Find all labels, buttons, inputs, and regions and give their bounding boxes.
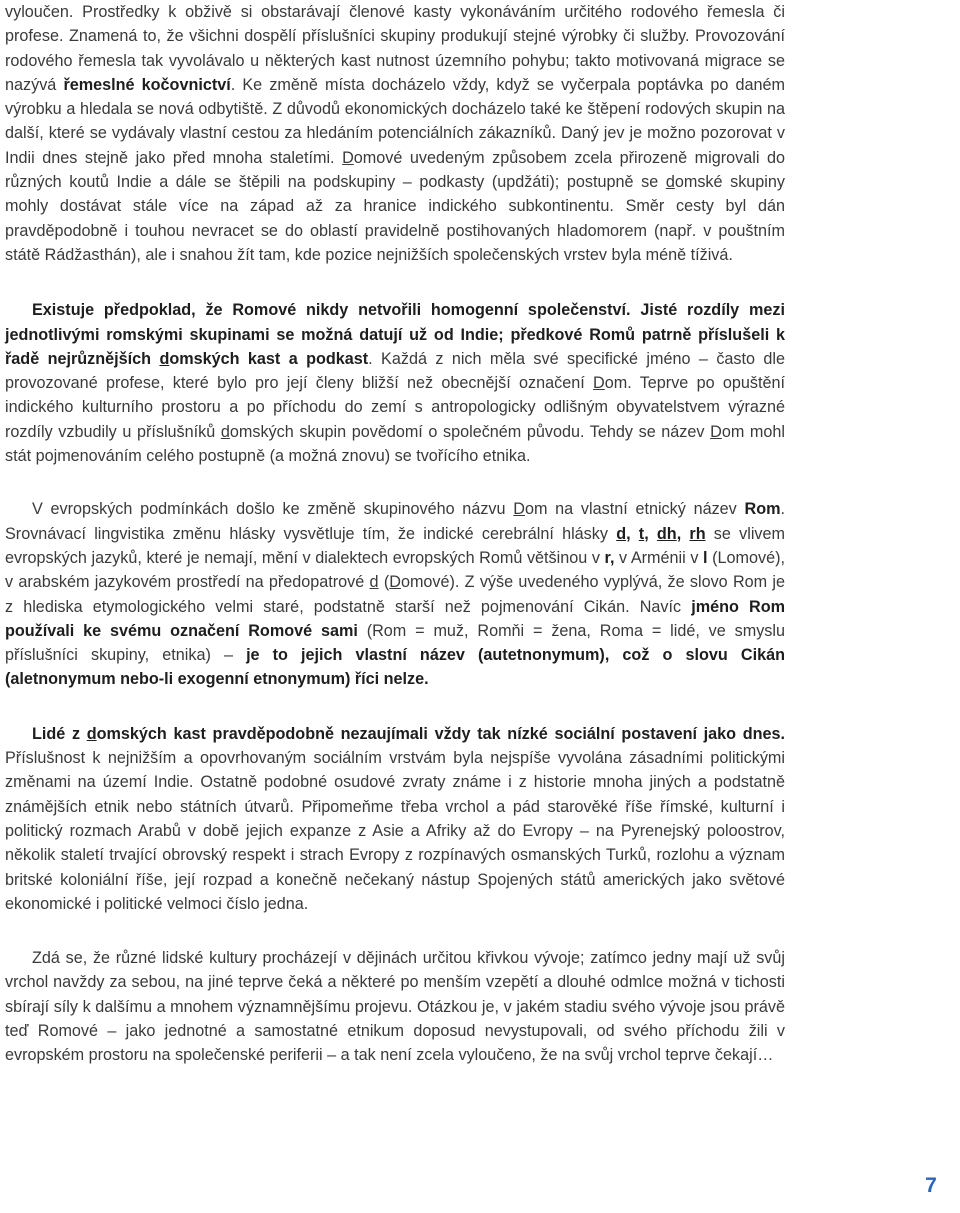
page-number: 7 [925, 1174, 937, 1197]
text-run: dh [656, 524, 677, 543]
text-run: d [665, 173, 675, 192]
text-run: Rom [744, 500, 781, 519]
text-run: r, [604, 548, 615, 567]
text-run: Lidé z [32, 724, 87, 743]
text-run: , [644, 524, 657, 543]
text-run: . Srovnávací lingvistika změnu hlásky vysvětluje tím, že indické cerebrální hlásky [5, 500, 785, 543]
text-run: omové uvedeným způsobem zcela přirozeně migrovali do různých koutů Indie a dále se štěpili na podskupiny – podkasty (updžáti); postupně se [5, 148, 785, 192]
text-run: Zdá se, že různé lidské kultury procházejí v dějinách určitou křivkou vývoje; zatímco jedny mají už svůj vrchol navždy za sebou, na jiné teprve čeká a některé po menším vzepětí a dlouhé odmlce možná v tichosti sbírají síly k dalšímu a mnohem významnějšímu projevu. Otázkou je, v jakém stadiu svého vývoje jsou právě teď Romové – jako jednotné a samostatné etnikum doposud nevystupovali, od svého příchodu žili v evropském prostoru na společenské periferii – a tak není zcela vyloučeno, že na svůj vrchol teprve čekají… [5, 949, 785, 1065]
text-run: je to jejich vlastní název (autetnonymum), což o slovu Cikán (aletnonymum nebo-li exogenní etnonymum) říci nelze. [5, 646, 785, 689]
text-run: d [86, 724, 97, 743]
text-run: om na vlastní etnický název [524, 500, 745, 519]
text-run: om. Teprve po opuštění indického kulturního prostoru a po příchodu do zemí s antropologicky odlišným obyvatelstvem výrazné rozdíly vzbudily u příslušníků [5, 374, 785, 441]
paragraph-2 [5, 298, 785, 468]
paragraph-5 [5, 946, 785, 1067]
text-run: omských skupin povědomí o společném původu. Tehdy se název [229, 422, 711, 441]
text-run: Existuje předpoklad, že Romové nikdy netvořili homogenní společenství. Jisté rozdíly mezi jednotlivými romskými skupinami se možná datují už od Indie; předkové Romů patrně příslušeli k řadě nejrůznějších [5, 301, 785, 368]
text-run: jméno Rom používali ke svému označení Romové sami [5, 597, 786, 640]
text-run: V evropských podmínkách došlo ke změně skupinového názvu [32, 500, 514, 519]
text-column [5, 0, 785, 1068]
text-run: rh [689, 524, 706, 543]
paragraph-4 [5, 722, 785, 916]
text-run: D [593, 374, 605, 393]
text-run: . Každá z nich měla své specifické jméno – často dle provozované profese, které bylo pro její členy bližší než obecnější označení [5, 349, 785, 393]
text-run: , [626, 524, 639, 543]
text-run: t [638, 524, 645, 543]
text-run: Příslušnost k nejnižším a opovrhovaným sociálním vrstvám byla nejspíše vyvolána zásadními politickými změnami na území Indie. Ostatně podobné osudové zvraty známe i z historie mnoha jiných a podstatně známějších etnik nebo státních útvarů. Připomeňme třeba vrchol a pád starověké říše římské, kulturní i politický rozmach Arabů v době jejich expanze z Asie a Afriky až do Evropy – na Pyrenejský poloostrov, několik staletí trvající obrovský respekt i strach Evropy z rozpínavých osmanských Turků, rozlohu a význam britské koloniální říše, její rozpad a konečně nečekaný nástup Spojených států amerických jako světové ekonomické i politické velmoci číslo jedna. [5, 749, 785, 913]
text-run: d [159, 349, 170, 368]
text-run: d [616, 524, 627, 543]
text-run: D [710, 422, 722, 441]
text-run: (Rom = muž, Romňi = žena, Roma = lidé, ve smyslu příslušníci skupiny, etnika) – [5, 621, 785, 665]
paragraph-3 [5, 497, 785, 691]
text-run: D [513, 500, 525, 519]
text-run: omských kast a podkast [169, 349, 369, 368]
text-run: D [342, 148, 354, 167]
text-run: d [220, 422, 230, 441]
text-run: omské skupiny mohly dostávat stále více na západ až za hranice indického subkontinentu. Směr cesty byl dán pravděpodobně i touhou nevracet se do oblastí pravidelně postihovaných hladomorem (např. v pouštním státě Rádžasthán), ale i snahou žít tam, kde pozice nejnižších společenských vrstev byla méně tíživá. [5, 173, 785, 264]
text-run: ( [378, 573, 390, 592]
text-run: d [369, 573, 379, 592]
text-run: (Lomové), v arabském jazykovém prostředí na předopatrové [5, 548, 785, 592]
text-run: . Ke změně místa docházelo vždy, když se vyčerpala poptávka po daném výrobku a hledala se nová odbytiště. Z důvodů ekonomických docházelo také ke štěpení rodových skupin na další, které se vydávaly vlastní cestou za hledáním potenciálních zákazníků. Daný jev je možno pozorovat v Indii dnes stejně jako před mnoha staletími. [5, 75, 785, 167]
text-run: D [389, 573, 401, 592]
text-run: se vlivem evropských jazyků, které je nemají, mění v dialektech evropských Romů většinou v [5, 524, 785, 567]
text-run: om mohl stát pojmenováním celého postupně (a možná znovu) se tvořícího etnika. [5, 422, 785, 466]
text-run: , [676, 524, 690, 543]
text-run: vyloučen. Prostředky k obživě si obstarávají členové kasty vykonáváním určitého rodového řemesla či profese. Znamená to, že všichni dospělí příslušníci skupiny produkují stejné výrobky či služby. Provozování rodového řemesla tak vyvolávalo u některých kast nutnost územního pohybu; takto motivovaná migrace se nazývá [5, 3, 785, 94]
text-run: omové). Z výše uvedeného vyplývá, že slovo Rom je z hlediska etymologického velmi staré, podstatně starší než pojmenování Cikán. Navíc [5, 573, 785, 616]
text-run: řemeslné kočovnictví [63, 75, 231, 94]
text-run: l [703, 548, 708, 567]
text-run: v Arménii v [614, 548, 704, 567]
paragraph-1 [5, 0, 785, 267]
text-run: omských kast pravděpodobně nezaujímali vždy tak nízké sociální postavení jako dnes. [96, 724, 785, 743]
